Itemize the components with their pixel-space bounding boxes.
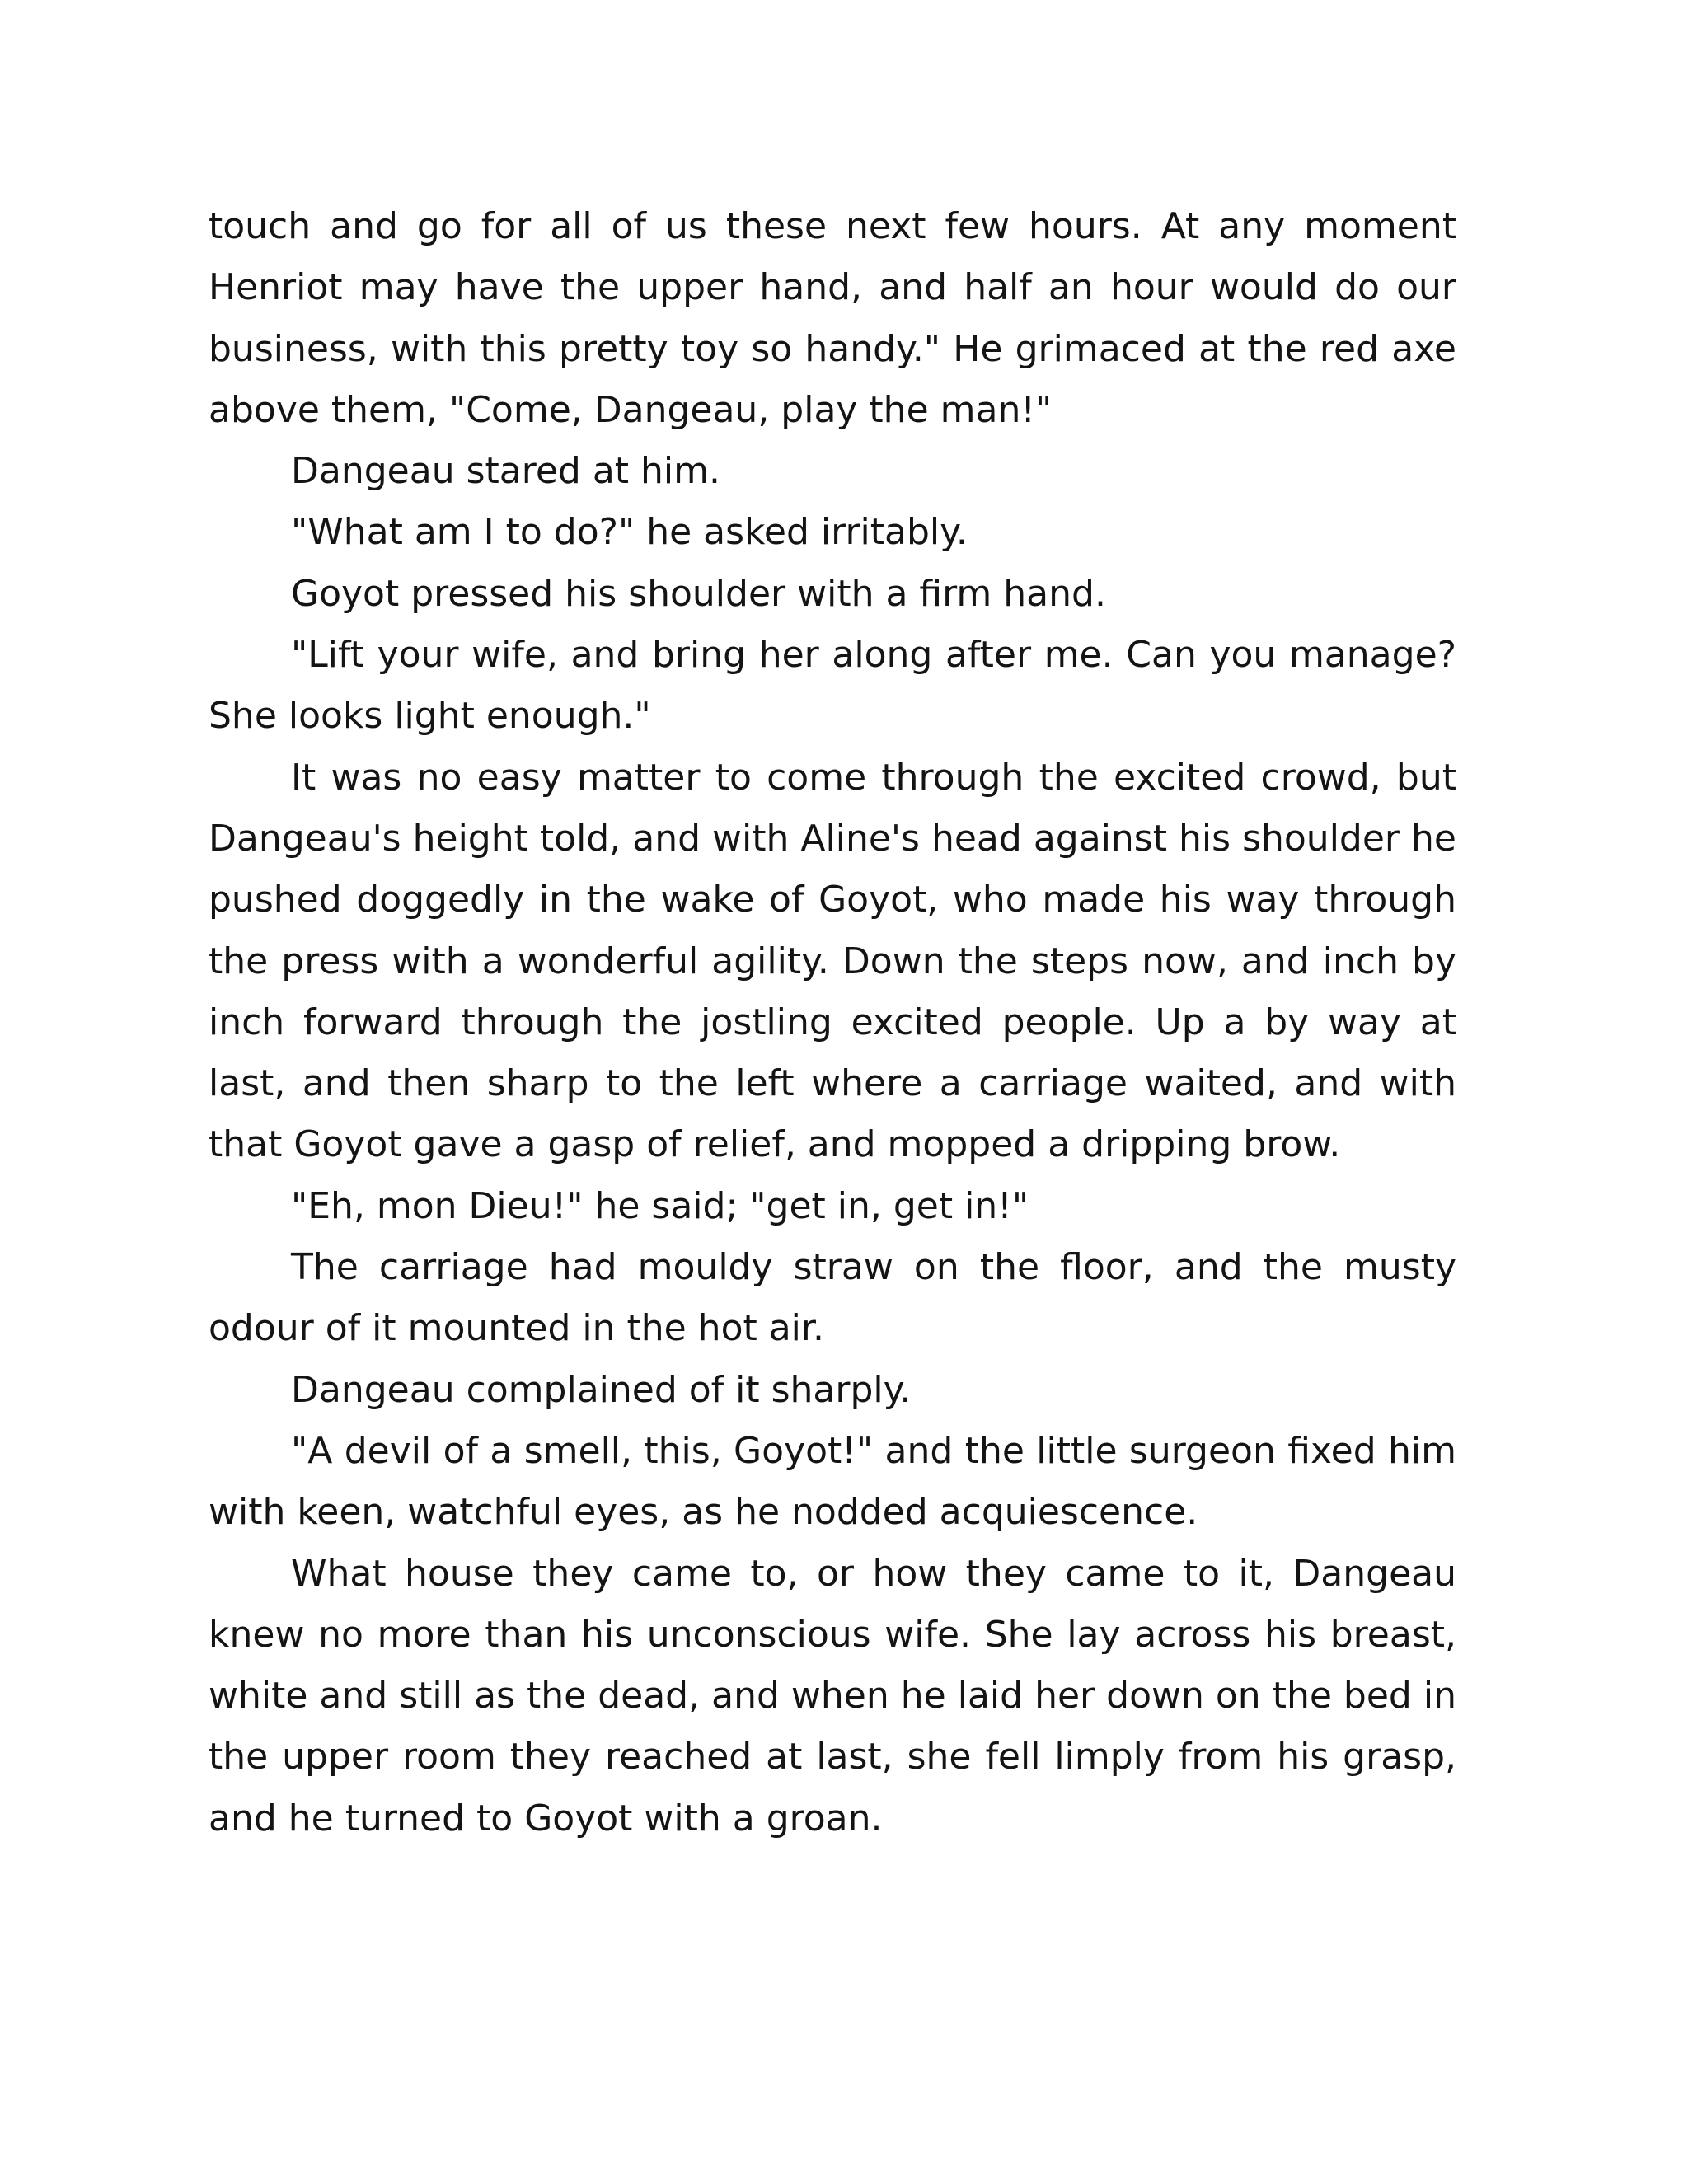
paragraph: "Eh, mon Dieu!" he said; "get in, get in!" — [291, 1184, 1029, 1227]
paragraph: Dangeau stared at him. — [291, 450, 720, 493]
paragraph: "Lift your wife, and bring her along after me. Can you manage? She looks light enough." — [209, 634, 1456, 738]
paragraph: touch and go for all of us these next few hours. At any moment Henriot may have the upper hand, and half an hour would do our business, with this pretty toy so handy." He grimaced at the red axe above them, "Come, Dangeau, play the man!" — [209, 205, 1456, 431]
body-text — [209, 196, 1456, 1849]
paragraph: "What am I to do?" he asked irritably. — [291, 511, 968, 554]
paragraph: Goyot pressed his shoulder with a firm hand. — [291, 572, 1106, 615]
paragraph: "A devil of a smell, this, Goyot!" and the little surgeon fixed him with keen, watchful eyes, as he nodded acquiescence. — [209, 1429, 1456, 1534]
paragraph: Dangeau complained of it sharply. — [291, 1368, 912, 1411]
paragraph: It was no easy matter to come through the excited crowd, but Dangeau's height told, and with Aline's head against his shoulder he pushed doggedly in the wake of Goyot, who made his way through the press with a wonderful agility. Down the steps now, and inch by inch forward through the jostling excited people. Up a by way at last, and then sharp to the left where a carriage waited, and with that Goyot gave a gasp of relief, and mopped a dripping brow. — [209, 756, 1456, 1166]
paragraph: What house they came to, or how they came to it, Dangeau knew no more than his unconscious wife. She lay across his breast, white and still as the dead, and when he laid her down on the bed in the upper room they reached at last, she fell limply from his grasp, and he turned to Goyot with a groan. — [209, 1552, 1456, 1840]
paragraph: The carriage had mouldy straw on the floor, and the musty odour of it mounted in the hot air. — [209, 1246, 1456, 1350]
